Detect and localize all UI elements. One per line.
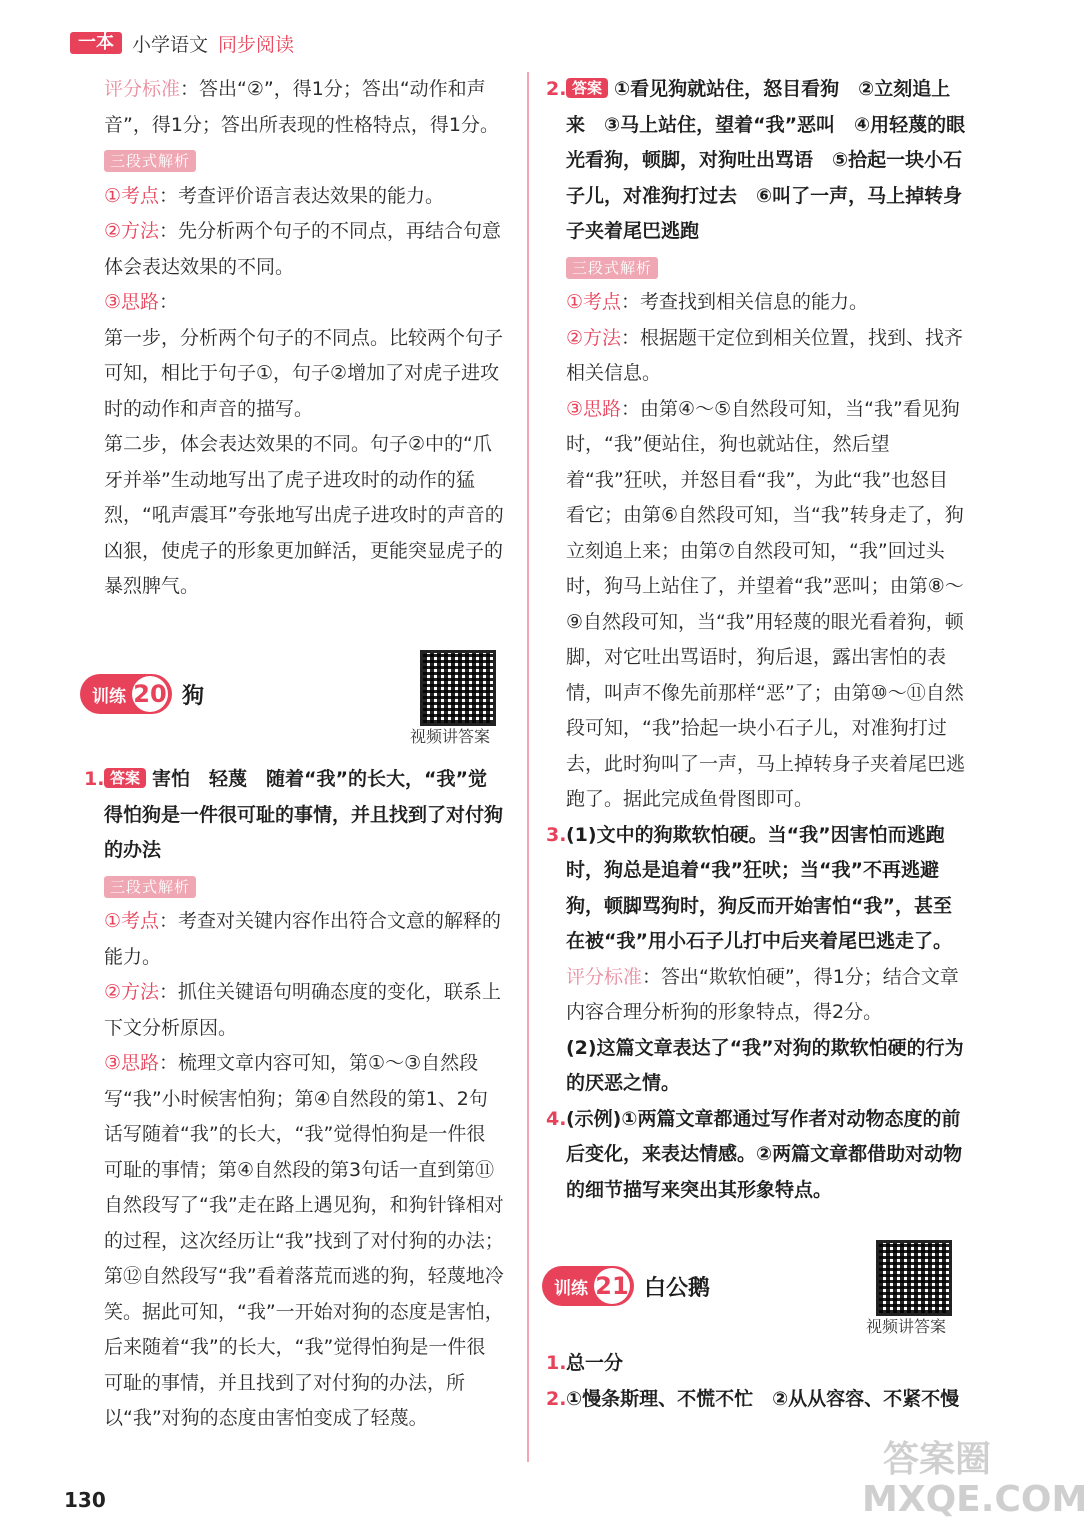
training-20-heading: [80, 674, 204, 714]
q2-fangfa: ②方法：根据题干定位到相关位置，找到、找齐相关信息。: [566, 326, 964, 384]
step-one: 第一步，分析两个句子的不同点。比较两个句子可知，相比于句子①，句子②增加了对虎子进攻时的动作和声音的描写。: [104, 326, 504, 420]
q3-part1: 3.(1)文中的狗欺软怕硬。当“我”因害怕而逃跑时，狗总是追着“我”狂吠；当“我”不再逃避狗，顿脚骂狗时，狗反而开始害怕“我”，甚至在被“我”用小石子儿打中后夹着尾巴逃走了。: [546, 823, 952, 952]
analysis-tag: 三段式解析: [104, 150, 196, 172]
page-number: 130: [64, 1488, 106, 1512]
kaodian: ①考点：考查评价语言表达效果的能力。: [104, 184, 445, 207]
qr-caption: 视频讲答案: [410, 727, 491, 746]
q4-answer: 4.(示例)①两篇文章都通过写作者对动物态度的前后变化，来表达情感。②两篇文章都借助对动物的细节描写来突出其形象特点。: [546, 1107, 963, 1201]
step-two: 第二步，体会表达效果的不同。句子②中的“爪牙并举”生动地写出了虎子进攻时的动作的猛烈，“吼声震耳”夸张地写出虎子进攻时的声音的凶狠，使虎子的形象更加鲜活，更能突显虎子的暴烈脾气。: [104, 433, 504, 597]
training-badge: 训练 21: [542, 1266, 634, 1306]
q1-kaodian: ①考点：考查对关键内容作出符合文意的解释的能力。: [104, 910, 502, 968]
lesson-title: 白公鹅: [644, 1275, 711, 1301]
q1-answer: 1. 答案 害怕 轻蔑 随着“我”的长大，“我”觉得怕狗是一件很可耻的事情，并且找到了对付狗的办法: [84, 768, 504, 861]
scoring-criteria: 评分标准：答出“②”，得1分；答出“动作和声音”，得1分；答出所表现的性格特点，得1分。: [104, 78, 500, 136]
training-badge: 训练 20: [80, 674, 172, 714]
analysis-tag: 三段式解析: [566, 257, 658, 279]
qr-code-icon[interactable]: [876, 1240, 952, 1316]
q21-2: 2.①慢条斯理、不慌不忙 ②从从容容、不紧不慢: [546, 1387, 960, 1410]
q2-silu: ③思路：由第④～⑤自然段可知，当“我”看见狗时，“我”便站住，狗也就站住，然后望着“我”狂吠，并怒目看“我”，为此“我”也怒目看它；由第⑥自然段可知，当“我”转身走了，狗立刻追上来；由第⑦自然段可知，“我”回过头时，狗马上站住了，并望着“我”恶叫；由第⑧～⑨自然段可知，当“我”用轻蔑的眼光看着狗，顿脚，对它吐出骂语时，狗后退，露出害怕的表情，叫声不像先前那样“恶”了；由第⑩～⑪自然段可知，“我”拾起一块小石子儿，对准狗打过去，此时狗叫了一声，马上掉转身子夹着尾巴逃跑了。据此完成鱼骨图即可。: [566, 397, 966, 810]
analysis-tag: 三段式解析: [104, 876, 196, 898]
right-column-lower: [546, 1346, 966, 1417]
training-21-heading: [542, 1266, 710, 1306]
left-column-lower: [84, 762, 504, 1437]
lesson-title: 狗: [182, 683, 205, 709]
page-header: [70, 30, 294, 56]
silu: ③思路：: [104, 291, 179, 313]
column-divider: [527, 72, 529, 1462]
left-column: [104, 72, 504, 605]
qr-caption: 视频讲答案: [866, 1317, 947, 1336]
q2-kaodian: ①考点：考查找到相关信息的能力。: [566, 291, 869, 313]
training-number: 21: [594, 1268, 630, 1304]
training-number: 20: [132, 676, 168, 712]
q3-part2: (2)这篇文章表达了“我”对狗的欺软怕硬的行为的厌恶之情。: [566, 1036, 964, 1094]
q2-answer: 2. 答案 ①看见狗就站住，怒目看狗 ②立刻追上来 ③马上站住，望着“我”恶叫 ④用轻蔑的眼光看狗，顿脚，对狗吐出骂语 ⑤拾起一块小石子儿，对准狗打过去 ⑥叫了一声，马上掉转身子夹着尾巴逃跑: [546, 78, 966, 242]
watermark: 答案圈 MXQE.COM: [862, 1439, 1087, 1520]
q1-silu: ③思路：梳理文章内容可知，第①～③自然段写“我”小时候害怕狗；第④自然段的第1、2句话写随着“我”的长大，“我”觉得怕狗是一件很可耻的事情；第④自然段的第3句话一直到第⑪自然段写了“我”走在路上遇见狗，和狗针锋相对的过程，这次经历让“我”找到了对付狗的办法；第⑫自然段写“我”看着落荒而逃的狗，轻蔑地冷笑。据此可知，“我”一开始对狗的态度是害怕，后来随着“我”的长大，“我”觉得怕狗是一件很可耻的事情，并且找到了对付狗的办法，所以“我”对狗的态度由害怕变成了轻蔑。: [104, 1052, 504, 1429]
subject-label: 小学语文: [132, 33, 209, 56]
q3-scoring: 评分标准：答出“欺软怕硬”，得1分；结合文章内容合理分析狗的形象特点，得2分。: [566, 965, 959, 1023]
right-column: [546, 72, 966, 1208]
qr-code-icon[interactable]: [420, 650, 496, 726]
q1-fangfa: ②方法：抓住关键语句明确态度的变化，联系上下文分析原因。: [104, 981, 502, 1039]
series-logo: 一本: [70, 32, 122, 54]
fangfa: ②方法：先分析两个句子的不同点，再结合句意体会表达效果的不同。: [104, 220, 502, 278]
q21-1: 1.总一分: [546, 1352, 624, 1374]
book-title: 同步阅读: [218, 33, 295, 56]
